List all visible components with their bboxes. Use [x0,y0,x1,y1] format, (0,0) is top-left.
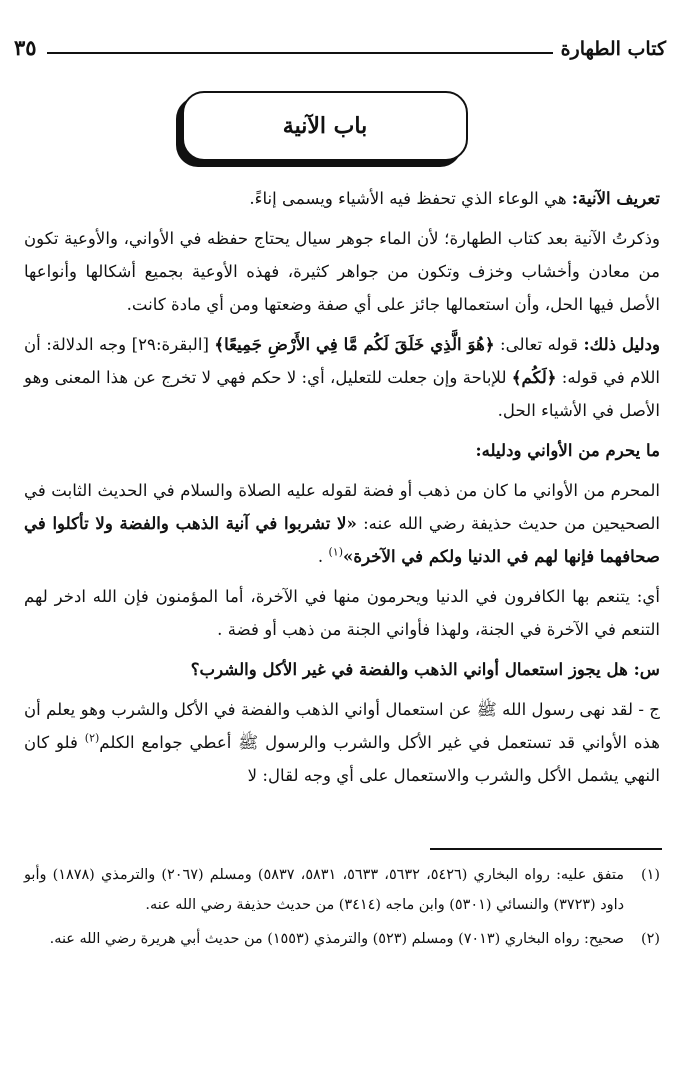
chapter-title-box [182,91,468,161]
hadith-text: «لا تشربوا في آنية الذهب والفضة ولا تأكلوا في صحافهما فإنها لهم في الدنيا ولكم في الآخرة» [24,513,660,566]
footnote-number: (٢) [641,931,660,947]
definition-label: تعريف الآنية: [571,188,660,208]
page-number: ٣٥ [14,35,37,60]
footnote-text: صحيح: رواه البخاري (٧٠١٣) ومسلم (٥٢٣) والترمذي (١٥٥٣) من حديث أبي هريرة رضي الله عنه. [49,931,624,947]
footnotes [24,860,660,958]
footnote-ref-2[interactable]: (٢) [84,731,100,745]
evidence-text-2: للإباحة وإن جعلت للتعليل، أي: لا حكم فهي لا تخرج عن هذا المعنى وهو الأصل في الأشياء الحل. [24,368,660,420]
main-text [24,182,660,799]
footnote-text: متفق عليه: رواه البخاري (٥٤٢٦، ٥٦٣٢، ٥٦٣٣، ٥٨٣١، ٥٨٣٧) ومسلم (٢٠٦٧) والترمذي (١٨٧٨) وأبو داود (٣٧٢٣) والنسائي (٥٣٠١) وابن ماجه (٣٤١٤) من حديث حذيفة رضي الله عنه. [24,867,624,913]
evidence-intro: قوله تعالى: [494,335,584,354]
footnote-item [24,860,660,920]
evidence-text-1: وجه الدلالة: أن اللام في قوله: [24,335,660,387]
paragraph-explanation: أي: يتنعم بها الكافرون في الدنيا ويحرمون منها في الآخرة، أما المؤمنون فإن الله ادخر لهم التنعم في الآخرة في الجنة، ولهذا فأواني الجنة من ذهب أو فضة . [24,587,660,639]
section-heading-forbidden: ما يحرم من الأواني ودليله: [475,440,660,460]
answer-part-2: فلو كان النهي يشمل الأكل والشرب والاستعمال على أي وجه لقال: لا [24,733,660,785]
footnote-item [24,924,660,954]
book-title: كتاب الطهارة [560,38,666,60]
evidence-ref: [البقرة:٢٩] [126,335,215,354]
chapter-title: باب الآنية [282,113,368,139]
footnote-ref-1[interactable]: (١) [328,545,343,559]
forbidden-intro: المحرم من الأواني ما كان من ذهب أو فضة لقوله عليه الصلاة والسلام في الحديث الثابت في الصحيحين من حديث حذيفة رضي الله عنه: [24,481,660,533]
evidence-word: ﴿لَكُم﴾ [511,367,557,387]
evidence-ayah: ﴿هُوَ الَّذِي خَلَقَ لَكُم مَّا فِي الأَرْضِ جَمِيعًا﴾ [214,334,495,354]
footnote-separator [430,848,662,850]
evidence-paragraph [24,328,660,427]
paragraph-forbidden [24,474,660,573]
definition-text: هي الوعاء الذي تحفظ فيه الأشياء ويسمى إناءً. [249,189,572,208]
paragraph-vessels: وذكرتُ الآنية بعد كتاب الطهارة؛ لأن الماء جوهر سيال يحتاج حفظه في الأواني، والأوعية تكون من معادن وأخشاب وخزف وتكون من جواهر كثيرة، فهذه الأوعية بجميع أشكالها وأنواعها الأصل فيها الحل، وأن استعمالها جائز على أي صفة وضعتها ومن أي مادة كانت. [24,229,660,314]
running-header [14,32,666,60]
evidence-label: ودليل ذلك: [583,334,660,354]
question-heading: س: هل يجوز استعمال أواني الذهب والفضة في غير الأكل والشرب؟ [190,659,660,679]
footnote-number: (١) [641,867,660,883]
answer-paragraph [24,693,660,792]
forbidden-end: . [317,547,329,566]
header-rule [47,52,553,54]
answer-part-1: ج - لقد نهى رسول الله ﷺ عن استعمال أواني الذهب والفضة في الأكل والشرب وهو يعلم أن هذه الأواني قد تستعمل في غير الأكل والشرب والرسول ﷺ أعطي جوامع الكلم [24,700,660,752]
definition-paragraph [24,182,660,215]
